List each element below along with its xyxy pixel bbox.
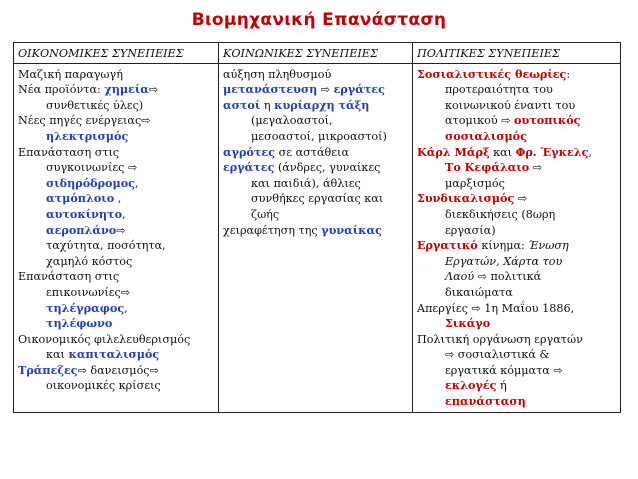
arrow-icon: ⇨ xyxy=(445,348,455,362)
arrow-icon: ⇨ xyxy=(553,363,563,377)
arrow-icon: ⇨ xyxy=(148,83,159,97)
social-item-women xyxy=(223,223,408,239)
economic-item-liberalism xyxy=(18,332,214,363)
political-item-labour-movement xyxy=(417,238,616,300)
text: (μεγαλοαστοί, xyxy=(251,114,333,128)
text: επικοινωνίες xyxy=(46,285,121,299)
social-item-population xyxy=(223,67,408,83)
arrow-icon: ⇨ xyxy=(517,192,528,206)
term-workers: εργάτες xyxy=(333,82,385,97)
political-item-socialist-theories xyxy=(417,67,616,145)
political-item-unionism xyxy=(417,191,616,238)
text: διεκδικήσεις (8ωρη xyxy=(445,207,556,221)
term-das-kapital: Το Κεφάλαιο xyxy=(445,160,530,175)
text: Λαού xyxy=(445,270,475,284)
term-steamship: ατμόπλοιο xyxy=(46,191,115,206)
page-title: Βιομηχανική Επανάσταση xyxy=(191,10,447,30)
text: πολιτικά xyxy=(486,270,542,284)
term-car: αυτοκίνητο xyxy=(46,206,123,221)
text: , xyxy=(114,192,122,206)
text: Νέα προϊόντα: xyxy=(18,83,105,97)
economic-item-banks xyxy=(18,363,214,394)
economic-item-energy xyxy=(18,113,214,144)
term-marx: Κάρλ Μάρξ xyxy=(417,144,490,159)
text: σε αστάθεια xyxy=(275,145,350,159)
text: εργατικά κόμματα xyxy=(445,363,554,377)
text: δανεισμός xyxy=(86,363,150,377)
text: ταχύτητα, ποσότητα, xyxy=(46,239,166,253)
political-column xyxy=(413,63,621,412)
term-socialism: σοσιαλισμός xyxy=(445,128,527,143)
text: συνθήκες εργασίας και xyxy=(251,192,384,206)
text: ατομικού xyxy=(445,114,502,128)
arrow-icon: ⇨ xyxy=(77,363,87,377)
table-header-row xyxy=(14,43,621,64)
economic-column xyxy=(14,63,219,412)
text: Πολιτική οργάνωση εργατών xyxy=(417,332,583,346)
political-item-marx-engels xyxy=(417,145,616,192)
text: μαρξισμός xyxy=(445,176,505,190)
text: δικαιώματα xyxy=(445,285,513,299)
arrow-icon: ⇨ xyxy=(532,161,543,175)
arrow-icon: ⇨ xyxy=(501,114,511,128)
text: κίνημα: xyxy=(477,239,529,253)
term-workers-2: εργάτες xyxy=(223,160,275,175)
arrow-icon: ⇨ xyxy=(471,301,481,315)
text: και xyxy=(489,145,516,159)
text: , xyxy=(588,145,592,159)
text: Επανάσταση στις xyxy=(18,270,120,284)
economic-item-transport xyxy=(18,145,214,270)
term-chicago: Σικάγο xyxy=(445,316,491,331)
text: ζωής xyxy=(251,207,280,221)
text: οικονομικές κρίσεις xyxy=(46,379,161,393)
term-banks: Τράπεζες xyxy=(18,362,78,377)
social-column xyxy=(219,63,413,412)
arrow-icon: ⇨ xyxy=(149,363,159,377)
text: η xyxy=(260,98,275,112)
arrow-icon: ⇨ xyxy=(141,114,151,128)
text: Επανάσταση στις xyxy=(18,145,120,159)
term-elections: εκλογές xyxy=(445,378,497,393)
text: Εργατών, Χάρτα του xyxy=(445,254,563,268)
social-item-workers xyxy=(223,160,408,222)
text: Οικονομικός φιλελευθερισμός xyxy=(18,332,191,346)
arrow-icon: ⇨ xyxy=(120,285,131,299)
political-item-strikes xyxy=(417,301,616,332)
text: χαμηλό κόστος xyxy=(46,254,133,268)
table-body-row xyxy=(14,63,621,412)
term-railway: σιδηρόδρομος xyxy=(46,175,135,190)
header-social: ΚΟΙΝΩΝΙΚΕΣ ΣΥΝΕΠΕΙΕΣ xyxy=(219,43,413,64)
arrow-icon: ⇨ xyxy=(116,223,126,237)
text: Απεργίες xyxy=(417,301,472,315)
political-item-organisation xyxy=(417,332,616,410)
text: Ένωση xyxy=(528,239,569,253)
consequences-table xyxy=(13,42,621,413)
text: και xyxy=(46,348,69,362)
text: Μαζική παραγωγή xyxy=(18,67,123,81)
text: , xyxy=(122,207,126,221)
text: 1η Μαΐου 1886, xyxy=(480,301,575,315)
term-revolution: επανάσταση xyxy=(445,394,526,409)
text: , xyxy=(135,176,139,190)
text: συνθετικές ύλες) xyxy=(46,98,144,112)
term-telephone: τηλέφωνο xyxy=(46,316,113,331)
social-item-farmers xyxy=(223,145,408,161)
header-economic: ΟΙΚΟΝΟΜΙΚΕΣ ΣΥΝΕΠΕΙΕΣ xyxy=(14,43,219,64)
term-chemistry: χημεία xyxy=(104,82,149,97)
arrow-icon: ⇨ xyxy=(127,161,138,175)
term-electricity: ηλεκτρισμός xyxy=(46,128,129,143)
social-item-migration xyxy=(223,82,408,98)
economic-item-mass-production xyxy=(18,67,214,83)
text: εργασία) xyxy=(445,223,496,237)
term-socialist-theories: Σοσιαλιστικές θεωρίες xyxy=(417,66,567,81)
text: σοσιαλιστικά & xyxy=(454,348,550,362)
text: προτεραιότητα του xyxy=(445,83,553,97)
text: αύξηση πληθυσμού xyxy=(223,67,332,81)
economic-item-new-products xyxy=(18,82,214,113)
arrow-icon: ⇨ xyxy=(477,270,487,284)
header-political: ΠΟΛΙΤΙΚΕΣ ΣΥΝΕΠΕΙΕΣ xyxy=(413,43,621,64)
text: ή xyxy=(496,379,507,393)
economic-item-communications xyxy=(18,269,214,331)
term-utopian: ουτοπικός xyxy=(514,113,581,128)
text: μεσοαστοί, μικροαστοί) xyxy=(251,129,387,143)
text: κοινωνικού έναντι του xyxy=(445,98,576,112)
term-ruling-class: κυρίαρχη τάξη xyxy=(274,97,370,112)
text: συγκοινωνίες xyxy=(46,161,125,175)
term-engels: Φρ. Έγκελς xyxy=(515,144,589,159)
social-item-bourgeois xyxy=(223,98,408,145)
term-capitalism: καπιταλισμός xyxy=(68,347,160,362)
term-bourgeois: αστοί xyxy=(223,97,261,112)
text: χειραφέτηση της xyxy=(223,223,322,237)
text: , xyxy=(124,301,128,315)
text: και παιδιά), άθλιες xyxy=(251,176,361,190)
text: Νέες πηγές ενέργειας xyxy=(18,114,142,128)
term-woman: γυναίκας xyxy=(321,222,382,237)
text: : xyxy=(566,67,571,81)
arrow-icon: ⇨ xyxy=(320,83,331,97)
text: (άνδρες, γυναίκες xyxy=(274,161,381,175)
term-unionism: Συνδικαλισμός xyxy=(417,191,515,206)
term-airplane: αεροπλάνο xyxy=(46,222,117,237)
term-migration: μετανάστευση xyxy=(223,82,318,97)
term-telegraph: τηλέγραφος xyxy=(46,300,125,315)
term-labour: Εργατικό xyxy=(417,238,478,253)
term-farmers: αγρότες xyxy=(223,144,276,159)
